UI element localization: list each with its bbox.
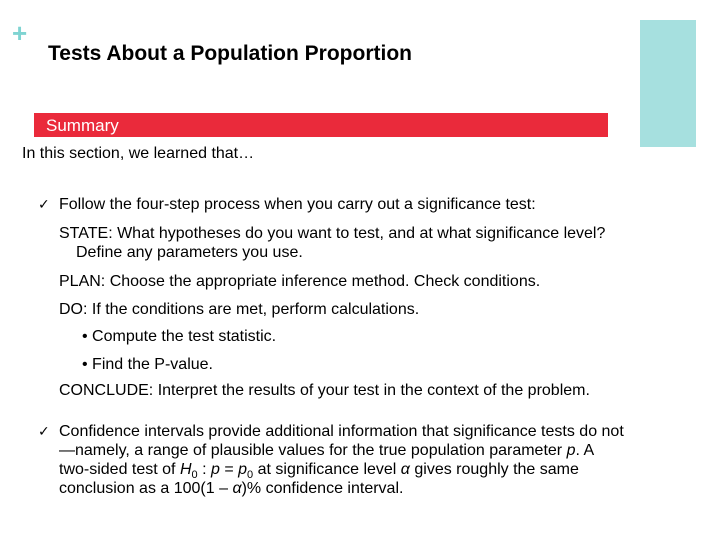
step-state xyxy=(59,224,605,243)
step-do xyxy=(59,300,419,319)
bullet-2-line-2: —namely, a range of plausible values for the true population parameter p. A xyxy=(59,442,595,459)
step-conclude-text: : Interpret the results of your test in the context of the problem. xyxy=(148,382,590,399)
checkmark-icon: ✓ xyxy=(38,424,50,440)
step-do-sub-1: • Compute the test statistic. xyxy=(82,328,277,345)
intro-text: In this section, we learned that… xyxy=(22,145,255,162)
step-plan-key: PLAN xyxy=(59,273,101,290)
bullet-1-text: Follow the four-step process when you carry out a significance test: xyxy=(59,196,536,213)
bullet-2-line-3: two-sided test of $H_0$ : $p = p_0$ at significance level α gives roughly the same xyxy=(59,461,579,482)
page-title: Tests About a Population Proportion xyxy=(48,42,412,65)
step-state-continuation: Define any parameters you use. xyxy=(76,244,303,261)
step-do-sub-2: • Find the P-value. xyxy=(82,356,213,373)
step-plan xyxy=(59,272,540,291)
summary-label: Summary xyxy=(46,116,119,135)
summary-banner xyxy=(34,113,608,137)
plus-icon: + xyxy=(12,18,28,48)
checkmark-icon: ✓ xyxy=(38,197,50,213)
bullet-2-line-1: Confidence intervals provide additional information that significance tests do not xyxy=(59,423,624,440)
decorative-teal-bar xyxy=(640,20,696,147)
step-state-text: : What hypotheses do you want to test, and at what significance level? xyxy=(108,225,606,242)
step-conclude-key: CONCLUDE xyxy=(59,382,149,399)
step-do-text: : If the conditions are met, perform calculations. xyxy=(83,301,420,318)
bullet-2-line-4: conclusion as a 100(1 – α)% confidence interval. xyxy=(59,480,404,497)
step-plan-text: : Choose the appropriate inference method. Check conditions. xyxy=(100,273,541,290)
step-state-key: STATE xyxy=(59,225,109,242)
step-conclude xyxy=(59,381,590,400)
step-do-key: DO xyxy=(59,301,83,318)
